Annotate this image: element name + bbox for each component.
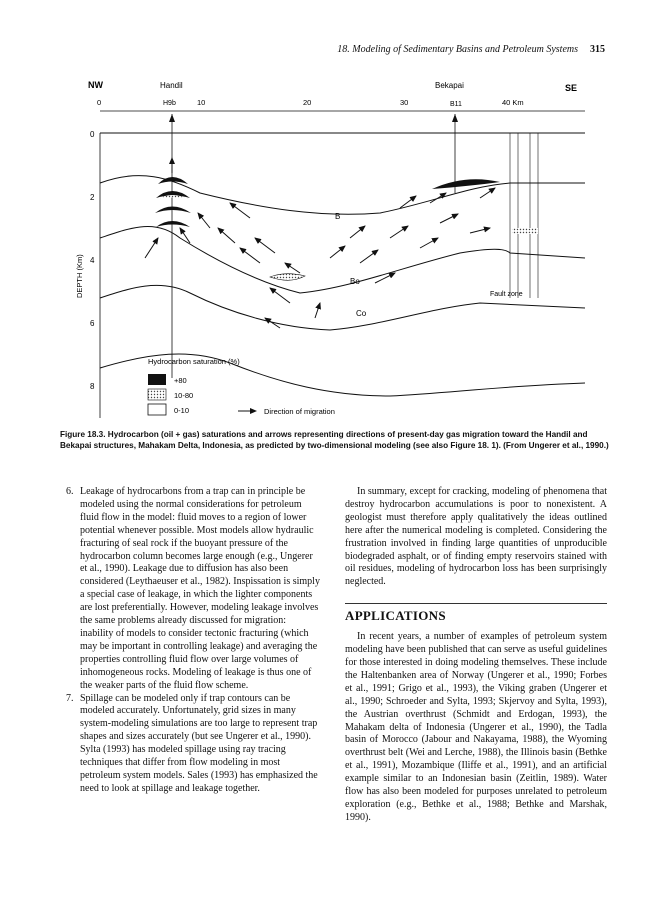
horizon-co-label: Co xyxy=(356,309,367,318)
summary-paragraph: In summary, except for cracking, modeling of phenomena that destroy hydrocarbon accumulations is poor to nonexistent. A geologist must therefore apply qualitatively the ideas outlined here after the numerical modeling is completed. Considering the frustration involved in finding large quantities of unproducible biodegraded asphalt, or of finding empty reservoirs stained with oil residues, modeling of hydrocarbon loss has been surprisingly neglected. xyxy=(345,486,607,588)
legend-item-mid: 10-80 xyxy=(174,391,194,400)
scale-tick-20: 20 xyxy=(303,98,312,107)
bekapai-accumulation xyxy=(432,179,500,189)
legend-item-high: +80 xyxy=(174,376,187,385)
se-label: SE xyxy=(565,83,578,93)
handil-accumulations xyxy=(155,177,191,227)
bekapai-label: Bekapai xyxy=(435,81,464,90)
migration-arrows xyxy=(145,158,495,328)
list-text: Spillage can be modeled only if trap contours can be modeled accurately. Unfortunately, grid sizes in many system-modeling simulations are too large to represent trap shapes and sizes accurately (but see Ungerer et al., 1990). Sylta (1993) has modeled spillage using ray tracing techniques that differ from flow modeling in most petroleum system models. Sales (1993) has emphasized the need to look at spillage and leakage together. xyxy=(80,692,318,794)
rig-b11-icon xyxy=(452,114,458,122)
legend-title: Hydrocarbon saturation (%) xyxy=(148,357,240,366)
list-text: Leakage of hydrocarbons from a trap can in principle be modeled using the normal considerations for petroleum fluid flow in the model: fluid moves to a region of lower potential whenever possible. Most models allow hydraulic fracturing of seal rock if the buoyant pressure of the hydrocarbon column becomes large enough (e.g., Ungerer et al., 1990). Leakage due to diffusion has also been considered (Leythaeuser et al., 1982). Inspissation is simply a special case of leakage, in which the lighter components are lost preferentially. However, modeling leakage involves the same problems already discussed for migration: inability of models to consider tectonic fracturing (which may be important in controlling leakage) and averaging the properties controlling fluid flow over large volumes of inhomogeneous rocks. Modeling of leakage is thus one of the weaker parts of the fluid flow scheme. xyxy=(80,486,320,691)
scale-tick-10: 10 xyxy=(197,98,206,107)
depth-tick-6: 6 xyxy=(90,319,95,328)
depth-tick-8: 8 xyxy=(90,382,95,391)
horizon-bo xyxy=(100,226,585,293)
fault-zone xyxy=(510,133,538,298)
list-number: 6. xyxy=(66,486,74,497)
nw-label: NW xyxy=(88,80,103,90)
section-divider xyxy=(345,603,607,604)
applications-paragraph: In recent years, a number of examples of petroleum system modeling have been published that can serve as useful guidelines for those interested in doing modeling themselves. These include the Haltenbanken area of Norway (Ungerer et al., 1990; Forbes et al., 1991; Grigo et al., 1993), the Viking graben (Ungerer et al., 1990; Schroeder and Sylta, 1993; Skjervoy and Sylta, 1993), the Austrian overthrust (Schmidt and Erdogan, 1993), the Mahakam delta of Indonesia (Ungerer et al., 1990), the Tadla basin of Morocco (Jabour and Nakayama, 1988), the Wyoming overthrust belt (Wei and Lerche, 1988), the Illinois basin (Bethke et al., 1991), Mozambique (Iliffe et al., 1991), and an artificial example similar to an Indonesian basin (Zeitlin, 1989). Water flow has also been modeled for purposes unrelated to petroleum exploration (e.g., Bethke et al., 1988; Bethke and Marshak, 1990). xyxy=(345,631,607,823)
well-h9b-label: H9b xyxy=(163,100,176,107)
legend-swatch-low xyxy=(148,404,166,415)
list-item xyxy=(66,693,321,796)
horizon-bo-label: Bo xyxy=(350,277,360,286)
running-header xyxy=(285,44,605,55)
bo-accumulation xyxy=(270,274,305,281)
handil-label: Handil xyxy=(160,81,183,90)
fault-zone-label: Fault zone xyxy=(490,291,523,298)
left-column xyxy=(66,486,321,796)
scale-tick-0: 0 xyxy=(97,98,102,107)
legend-swatch-mid xyxy=(148,389,166,400)
page-number: 315 xyxy=(590,44,605,55)
right-column xyxy=(345,486,607,825)
horizon-b-label: B xyxy=(335,212,341,221)
cross-section-figure xyxy=(60,78,620,423)
scale-tick-40: 40 Km xyxy=(502,98,524,107)
depth-tick-0: 0 xyxy=(90,130,95,139)
depth-tick-2: 2 xyxy=(90,193,95,202)
scale-tick-30: 30 xyxy=(400,98,409,107)
list-number: 7. xyxy=(66,692,74,704)
rig-h9b-icon xyxy=(169,114,175,122)
depth-tick-4: 4 xyxy=(90,256,95,265)
section-heading: APPLICATIONS xyxy=(345,608,446,624)
migration-legend-label: Direction of migration xyxy=(264,407,335,416)
legend-swatch-high xyxy=(148,374,166,385)
figure-caption: Figure 18.3. Hydrocarbon (oil + gas) saturations and arrows representing directions of present-day gas migration toward the Handil and Bekapai structures, Mahakam Delta, Indonesia, as predicted by two-dimensional modeling (see also Figure 18. 1). (From Ungerer et al., 1990.) xyxy=(60,430,609,450)
list-item xyxy=(66,486,321,693)
depth-axis-label: DEPTH (Km) xyxy=(75,254,84,298)
legend-item-low: 0-10 xyxy=(174,406,190,415)
well-b11-label: B11 xyxy=(450,101,462,108)
running-title: 18. Modeling of Sedimentary Basins and Petroleum Systems xyxy=(337,44,578,55)
